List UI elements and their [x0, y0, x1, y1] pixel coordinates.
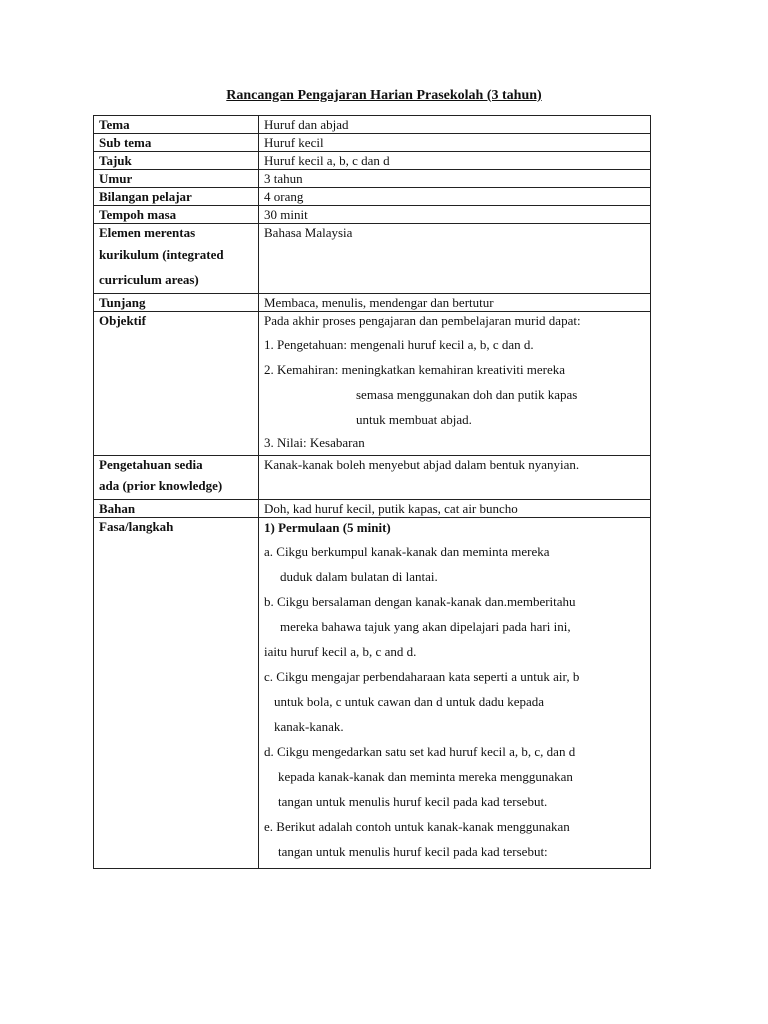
label-line: Elemen merentas: [99, 225, 196, 240]
row-label: Tempoh masa: [94, 206, 259, 224]
row-value-fasa: [259, 518, 651, 869]
table-row: [94, 206, 651, 224]
row-value-objektif: [259, 312, 651, 456]
fasa-step: a. Cikgu berkumpul kanak-kanak dan meminta mereka: [264, 544, 550, 559]
row-value: Huruf kecil a, b, c dan d: [259, 152, 651, 170]
fasa-step-cont: iaitu huruf kecil a, b, c and d.: [264, 644, 417, 659]
table-row: [94, 134, 651, 152]
objektif-item-cont: semasa menggunakan doh dan putik kapas: [356, 387, 578, 402]
fasa-step: d. Cikgu mengedarkan satu set kad huruf kecil a, b, c, dan d: [264, 744, 576, 759]
row-value: Bahasa Malaysia: [259, 224, 651, 294]
objektif-item: 3. Nilai: Kesabaran: [264, 435, 365, 450]
row-value: Huruf dan abjad: [259, 116, 651, 134]
table-row: [94, 188, 651, 206]
row-value: 4 orang: [259, 188, 651, 206]
row-label: Objektif: [94, 312, 259, 456]
row-label-elemen: [94, 224, 259, 294]
fasa-step-cont: tangan untuk menulis huruf kecil pada kad tersebut:: [278, 844, 548, 859]
fasa-step: c. Cikgu mengajar perbendaharaan kata seperti a untuk air, b: [264, 669, 580, 684]
fasa-step-cont: untuk bola, c untuk cawan dan d untuk dadu kepada: [274, 694, 545, 709]
fasa-heading: 1) Permulaan (5 minit): [264, 520, 391, 535]
fasa-step-cont: kanak-kanak.: [274, 719, 344, 734]
row-label: Bahan: [94, 500, 259, 518]
table-row: [94, 294, 651, 312]
fasa-step-cont: tangan untuk menulis huruf kecil pada kad tersebut.: [278, 794, 548, 809]
table-row: [94, 116, 651, 134]
row-label: Bilangan pelajar: [94, 188, 259, 206]
fasa-step-cont: mereka bahawa tajuk yang akan dipelajari pada hari ini,: [280, 619, 571, 634]
row-value: 30 minit: [259, 206, 651, 224]
row-value: Huruf kecil: [259, 134, 651, 152]
row-label: Tema: [94, 116, 259, 134]
table-row: [94, 152, 651, 170]
table-row: [94, 500, 651, 518]
row-value: Membaca, menulis, mendengar dan bertutur: [259, 294, 651, 312]
objektif-item-cont: untuk membuat abjad.: [356, 412, 472, 427]
table-row: [94, 456, 651, 500]
fasa-step-cont: duduk dalam bulatan di lantai.: [280, 569, 438, 584]
table-row: [94, 518, 651, 869]
label-line: ada (prior knowledge): [99, 478, 223, 493]
objektif-intro: Pada akhir proses pengajaran dan pembelajaran murid dapat:: [264, 313, 581, 328]
fasa-step-cont: kepada kanak-kanak dan meminta mereka menggunakan: [278, 769, 573, 784]
table-row: [94, 170, 651, 188]
row-label: Umur: [94, 170, 259, 188]
label-line: curriculum areas): [99, 272, 199, 287]
fasa-step: e. Berikut adalah contoh untuk kanak-kanak menggunakan: [264, 819, 570, 834]
fasa-step: b. Cikgu bersalaman dengan kanak-kanak dan.memberitahu: [264, 594, 576, 609]
objektif-item: 2. Kemahiran: meningkatkan kemahiran kreativiti mereka: [264, 362, 566, 377]
label-line: kurikulum (integrated: [99, 247, 224, 262]
page-title: Rancangan Pengajaran Harian Prasekolah (3 tahun): [226, 88, 542, 103]
row-value: 3 tahun: [259, 170, 651, 188]
table-row: [94, 224, 651, 294]
label-line: Pengetahuan sedia: [99, 457, 203, 472]
lesson-plan-table: [93, 115, 651, 869]
objektif-item: 1. Pengetahuan: mengenali huruf kecil a, b, c dan d.: [264, 337, 534, 352]
row-label: Fasa/langkah: [94, 518, 259, 869]
row-value: Kanak-kanak boleh menyebut abjad dalam bentuk nyanyian.: [259, 456, 651, 500]
row-label: Sub tema: [94, 134, 259, 152]
row-label: Tajuk: [94, 152, 259, 170]
row-label: Tunjang: [94, 294, 259, 312]
table-row: [94, 312, 651, 456]
row-value: Doh, kad huruf kecil, putik kapas, cat air buncho: [259, 500, 651, 518]
row-label-pengetahuan: [94, 456, 259, 500]
